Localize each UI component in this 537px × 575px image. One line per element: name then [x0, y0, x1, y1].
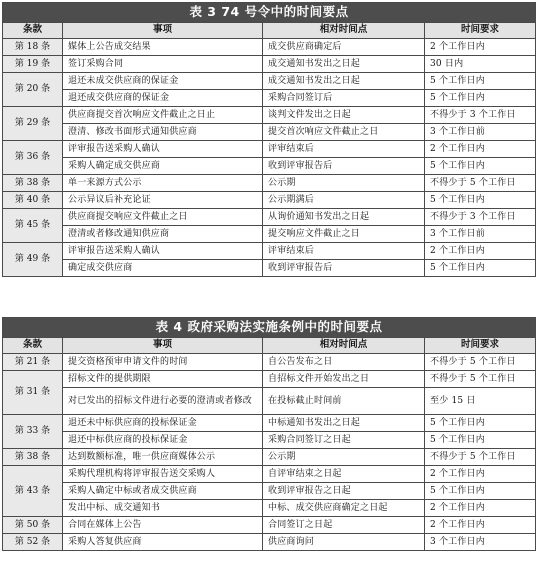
- article-cell: 第 50 条: [3, 517, 63, 534]
- table-title: 表 4 政府采购法实施条例中的时间要点: [3, 318, 536, 338]
- time-requirement-cell: 不得少于 5 个工作日: [425, 371, 536, 388]
- article-cell: 第 19 条: [3, 56, 63, 73]
- article-cell: 第 40 条: [3, 192, 63, 209]
- time-requirement-cell: 不得少于 3 个工作日: [425, 209, 536, 226]
- relative-time-cell: 收到评审报告后: [263, 158, 425, 175]
- matter-cell: 退还成交供应商的保证金: [63, 90, 263, 107]
- table-row: [3, 260, 536, 277]
- table-row: [3, 124, 536, 141]
- relative-time-cell: 供应商询问: [263, 534, 425, 551]
- article-cell: 第 38 条: [3, 175, 63, 192]
- article-cell: 第 36 条: [3, 141, 63, 175]
- matter-cell: 达到数额标准，唯一供应商媒体公示: [63, 449, 263, 466]
- table-row: [3, 388, 536, 415]
- table-row: [3, 141, 536, 158]
- article-cell: 第 20 条: [3, 73, 63, 107]
- table-row: [3, 158, 536, 175]
- time-requirement-cell: 2 个工作日内: [425, 500, 536, 517]
- time-requirement-cell: 至少 15 日: [425, 388, 536, 415]
- column-header: 事项: [63, 23, 263, 39]
- relative-time-cell: 成交通知书发出之日起: [263, 73, 425, 90]
- matter-cell: 退还未成交供应商的保证金: [63, 73, 263, 90]
- relative-time-cell: 成交供应商确定后: [263, 39, 425, 56]
- matter-cell: 退还未中标供应商的投标保证金: [63, 415, 263, 432]
- column-header: 事项: [63, 338, 263, 354]
- time-requirement-cell: 2 个工作日内: [425, 141, 536, 158]
- table-row: [3, 354, 536, 371]
- table-row: [3, 534, 536, 551]
- time-requirement-cell: 3 个工作日内: [425, 534, 536, 551]
- matter-cell: 采购人确定成交供应商: [63, 158, 263, 175]
- table-row: [3, 226, 536, 243]
- matter-cell: 媒体上公告成交结果: [63, 39, 263, 56]
- relative-time-cell: 采购合同签订之日起: [263, 432, 425, 449]
- matter-cell: 采购代理机构将评审报告送交采购人: [63, 466, 263, 483]
- column-header: 相对时间点: [263, 338, 425, 354]
- table-row: [3, 243, 536, 260]
- matter-cell: 采购人答复供应商: [63, 534, 263, 551]
- matter-cell: 确定成交供应商: [63, 260, 263, 277]
- table-row: [3, 500, 536, 517]
- table-row: [3, 192, 536, 209]
- matter-cell: 评审报告送采购人确认: [63, 243, 263, 260]
- article-cell: 第 43 条: [3, 466, 63, 517]
- time-requirement-cell: 不得少于 3 个工作日: [425, 107, 536, 124]
- time-requirement-cell: 3 个工作日前: [425, 124, 536, 141]
- time-requirement-cell: 不得少于 5 个工作日: [425, 175, 536, 192]
- article-cell: 第 18 条: [3, 39, 63, 56]
- relative-time-cell: 公示期: [263, 175, 425, 192]
- time-requirement-cell: 5 个工作日内: [425, 415, 536, 432]
- matter-cell: 退还中标供应商的投标保证金: [63, 432, 263, 449]
- matter-cell: 发出中标、成交通知书: [63, 500, 263, 517]
- relative-time-cell: 中标、成交供应商确定之日起: [263, 500, 425, 517]
- relative-time-cell: 收到评审报告之日起: [263, 483, 425, 500]
- time-requirement-cell: 5 个工作日内: [425, 260, 536, 277]
- time-requirement-cell: 5 个工作日内: [425, 483, 536, 500]
- matter-cell: 合同在媒体上公告: [63, 517, 263, 534]
- relative-time-cell: 自招标文件开始发出之日: [263, 371, 425, 388]
- table-row: [3, 432, 536, 449]
- matter-cell: 公示异议后补充论证: [63, 192, 263, 209]
- time-requirement-cell: 30 日内: [425, 56, 536, 73]
- relative-time-cell: 提交响应文件截止之日: [263, 226, 425, 243]
- article-cell: 第 49 条: [3, 243, 63, 277]
- time-requirement-cell: 2 个工作日内: [425, 243, 536, 260]
- table-row: [3, 415, 536, 432]
- time-requirement-cell: 不得少于 5 个工作日: [425, 354, 536, 371]
- matter-cell: 澄清或者修改通知供应商: [63, 226, 263, 243]
- table-row: [3, 39, 536, 56]
- column-header: 相对时间点: [263, 23, 425, 39]
- matter-cell: 澄清、修改书面形式通知供应商: [63, 124, 263, 141]
- table-title-row: [3, 318, 536, 338]
- relative-time-cell: 收到评审报告后: [263, 260, 425, 277]
- column-header: 时间要求: [425, 338, 536, 354]
- table-title: 表 3 74 号令中的时间要点: [3, 3, 536, 23]
- relative-time-cell: 成交通知书发出之日起: [263, 56, 425, 73]
- relative-time-cell: 公示期: [263, 449, 425, 466]
- time-requirement-cell: 2 个工作日内: [425, 466, 536, 483]
- table-separator: [0, 306, 537, 316]
- relative-time-cell: 提交首次响应文件截止之日: [263, 124, 425, 141]
- article-cell: 第 38 条: [3, 449, 63, 466]
- relative-time-cell: 评审结束后: [263, 243, 425, 260]
- matter-cell: 供应商提交响应文件截止之日: [63, 209, 263, 226]
- table-row: [3, 107, 536, 124]
- relative-time-cell: 自公告发布之日: [263, 354, 425, 371]
- table-header-row: [3, 23, 536, 39]
- time-requirement-cell: 5 个工作日内: [425, 432, 536, 449]
- matter-cell: 供应商提交首次响应文件截止之日止: [63, 107, 263, 124]
- article-cell: 第 29 条: [3, 107, 63, 141]
- table-4: [2, 317, 536, 551]
- time-requirement-cell: 5 个工作日内: [425, 192, 536, 209]
- relative-time-cell: 合同签订之日起: [263, 517, 425, 534]
- table-row: [3, 466, 536, 483]
- table-row: [3, 449, 536, 466]
- matter-cell: 采购人确定中标或者成交供应商: [63, 483, 263, 500]
- article-cell: 第 52 条: [3, 534, 63, 551]
- time-requirement-cell: 3 个工作日前: [425, 226, 536, 243]
- table-row: [3, 175, 536, 192]
- time-requirement-cell: 2 个工作日内: [425, 39, 536, 56]
- matter-cell: 单一来源方式公示: [63, 175, 263, 192]
- relative-time-cell: 评审结束后: [263, 141, 425, 158]
- article-cell: 第 21 条: [3, 354, 63, 371]
- relative-time-cell: 采购合同签订后: [263, 90, 425, 107]
- matter-cell: 招标文件的提供期限: [63, 371, 263, 388]
- relative-time-cell: 在投标截止时间前: [263, 388, 425, 415]
- table-header-row: [3, 338, 536, 354]
- article-cell: 第 45 条: [3, 209, 63, 243]
- matter-cell: 提交资格预审申请文件的时间: [63, 354, 263, 371]
- time-requirement-cell: 5 个工作日内: [425, 90, 536, 107]
- column-header: 条款: [3, 23, 63, 39]
- article-cell: 第 33 条: [3, 415, 63, 449]
- table-row: [3, 56, 536, 73]
- time-requirement-cell: 5 个工作日内: [425, 158, 536, 175]
- table-row: [3, 73, 536, 90]
- table-row: [3, 371, 536, 388]
- matter-cell: 对已发出的招标文件进行必要的澄清或者修改: [63, 388, 263, 415]
- table-row: [3, 90, 536, 107]
- article-cell: 第 31 条: [3, 371, 63, 415]
- table-row: [3, 517, 536, 534]
- relative-time-cell: 谈判文件发出之日起: [263, 107, 425, 124]
- matter-cell: 评审报告送采购人确认: [63, 141, 263, 158]
- column-header: 条款: [3, 338, 63, 354]
- table-title-row: [3, 3, 536, 23]
- time-requirement-cell: 不得少于 5 个工作日: [425, 449, 536, 466]
- relative-time-cell: 公示期满后: [263, 192, 425, 209]
- matter-cell: 签订采购合同: [63, 56, 263, 73]
- time-requirement-cell: 5 个工作日内: [425, 73, 536, 90]
- column-header: 时间要求: [425, 23, 536, 39]
- table-row: [3, 209, 536, 226]
- relative-time-cell: 从询价通知书发出之日起: [263, 209, 425, 226]
- table-row: [3, 483, 536, 500]
- relative-time-cell: 中标通知书发出之日起: [263, 415, 425, 432]
- table-3: [2, 2, 536, 277]
- relative-time-cell: 自评审结束之日起: [263, 466, 425, 483]
- time-requirement-cell: 2 个工作日内: [425, 517, 536, 534]
